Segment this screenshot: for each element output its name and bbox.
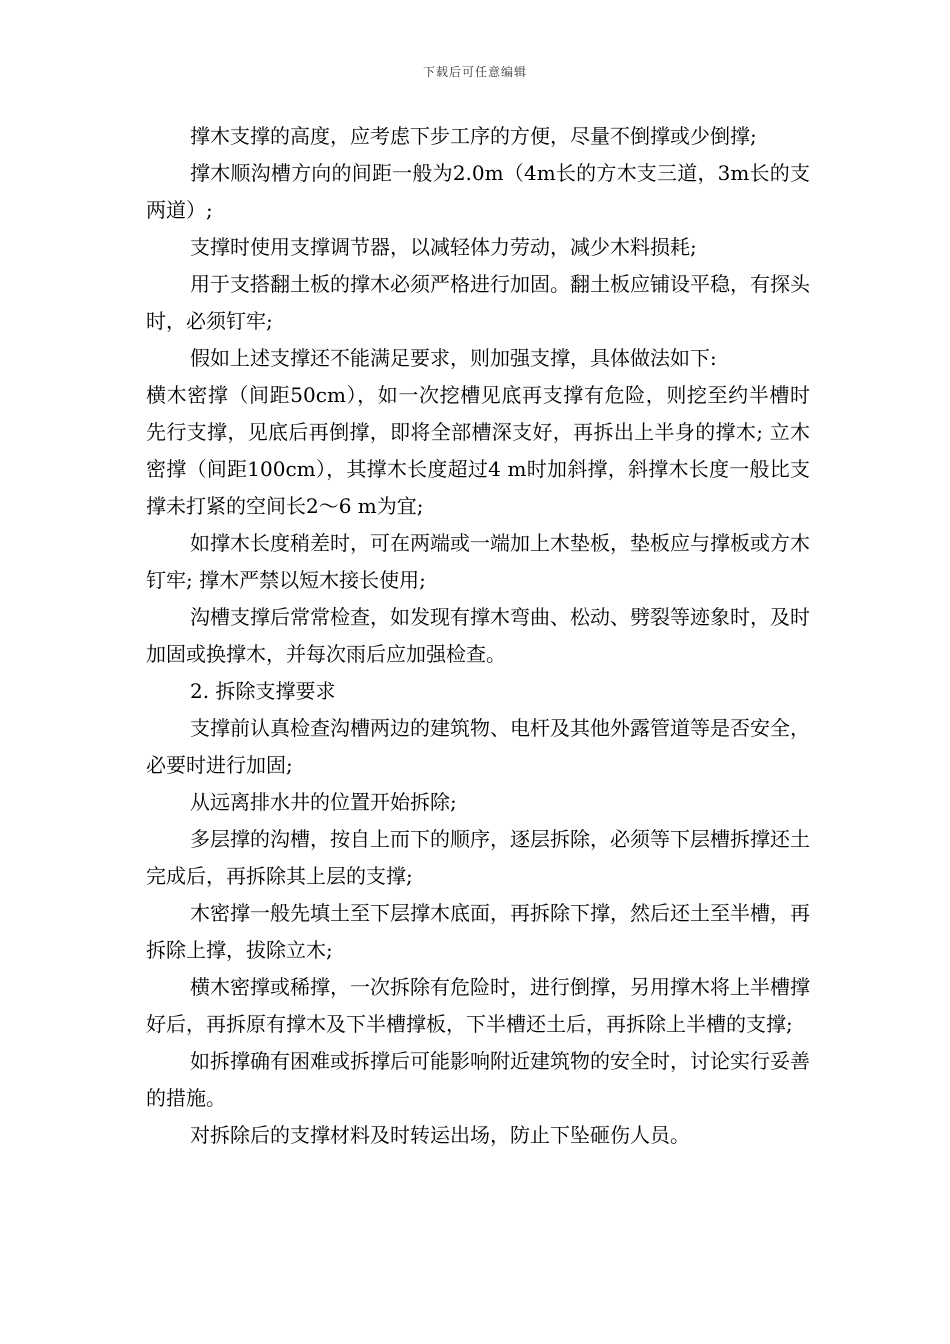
document-body (146, 118, 810, 1154)
paragraph: 撑木顺沟槽方向的间距一般为2.0m（4m长的方木支三道，3m长的支两道）; (146, 161, 810, 222)
paragraph: 撑木支撑的高度，应考虑下步工序的方便，尽量不倒撑或少倒撑; (190, 124, 757, 148)
paragraph: 假如上述支撑还不能满足要求，则加强支撑，具体做法如下: (190, 346, 717, 370)
paragraph: 对拆除后的支撑材料及时转运出场，防止下坠砸伤人员。 (190, 1123, 690, 1147)
paragraph: 多层撑的沟槽，按自上而下的顺序，逐层拆除，必须等下层槽拆撑还土完成后，再拆除其上层的支撑; (146, 827, 810, 888)
paragraph: 用于支搭翻土板的撑木必须严格进行加固。翻土板应铺设平稳，有探头时，必须钉牢; (146, 272, 810, 333)
paragraph: 横木密撑或稀撑，一次拆除有危险时，进行倒撑，另用撑木将上半槽撑好后，再拆原有撑木及下半槽撑板，下半槽还土后，再拆除上半槽的支撑; (146, 975, 810, 1036)
paragraph: 如拆撑确有困难或拆撑后可能影响附近建筑物的安全时，讨论实行妥善的措施。 (146, 1049, 810, 1110)
header-note: 下载后可任意编辑 (422, 65, 527, 79)
paragraph: 支撑前认真检查沟槽两边的建筑物、电杆及其他外露管道等是否安全，必要时进行加固; (146, 716, 810, 777)
paragraph: 支撑时使用支撑调节器，以减轻体力劳动，减少木料损耗; (190, 235, 697, 259)
paragraph: 沟槽支撑后常常检查，如发现有撑木弯曲、松动、劈裂等迹象时，及时加固或换撑木，并每次雨后应加强检查。 (146, 605, 810, 666)
paragraph: 从远离排水井的位置开始拆除; (190, 790, 457, 814)
section-heading: 2. 拆除支撑要求 (190, 679, 336, 703)
paragraph: 横木密撑（间距50cm），如一次挖槽见底再支撑有危险，则挖至约半槽时先行支撑，见底后再倒撑，即将全部槽深支好，再拆出上半身的撑木; 立木密撑（间距100cm），其撑木长度超过4 m时加斜撑，斜撑木长度一般比支撑未打紧的空间长2～6 m为宜; (146, 383, 810, 518)
paragraph: 木密撑一般先填土至下层撑木底面，再拆除下撑，然后还土至半槽，再拆除上撑，拔除立木; (146, 901, 810, 962)
paragraph: 如撑木长度稍差时，可在两端或一端加上木垫板，垫板应与撑板或方木钉牢; 撑木严禁以短木接长使用; (146, 531, 810, 592)
